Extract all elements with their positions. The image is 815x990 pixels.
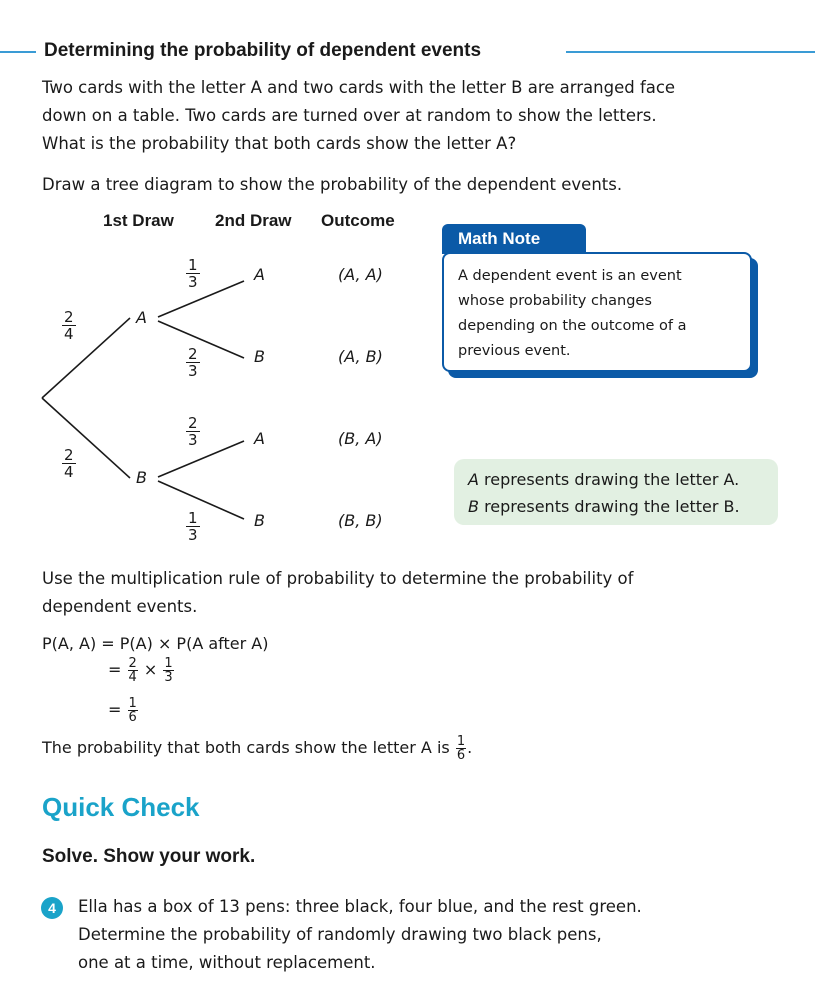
problem-line: Two cards with the letter A and two cards with the letter B are arranged face bbox=[42, 78, 676, 97]
explanation-line: dependent events. bbox=[42, 597, 198, 616]
prob-first-A: $\frac{2}{4}$ bbox=[64, 308, 74, 343]
branch-BB bbox=[158, 481, 244, 519]
problem-line: down on a table. Two cards are turned over at random to show the letters. bbox=[42, 106, 657, 125]
quick-check-instruction: Solve. Show your work. bbox=[42, 846, 256, 867]
col-second-draw: 2nd Draw bbox=[215, 211, 292, 230]
node-A: A bbox=[136, 308, 147, 327]
calc-line-1: P(A, A) = P(A) × P(A after A) bbox=[42, 634, 269, 653]
branch-AB bbox=[158, 321, 244, 358]
leaf-BA: A bbox=[254, 429, 265, 448]
node-B: B bbox=[136, 468, 147, 487]
outcome-AA: (A, A) bbox=[338, 265, 383, 284]
problem-line: What is the probability that both cards show the letter A? bbox=[42, 134, 517, 153]
outcome-BA: (B, A) bbox=[338, 429, 383, 448]
conclusion: The probability that both cards show the letter A is $\frac{1}{6}$ . bbox=[42, 734, 473, 763]
prob-AA: $\frac{1}{3}$ bbox=[188, 256, 198, 291]
math-note-box bbox=[442, 252, 752, 372]
prob-AB: $\frac{2}{3}$ bbox=[188, 345, 198, 380]
section-heading: Determining the probability of dependent events bbox=[44, 40, 482, 61]
branch-first-A bbox=[42, 318, 130, 398]
math-note-title: Math Note bbox=[442, 224, 586, 254]
math-note-line: A dependent event is an event bbox=[458, 268, 682, 284]
col-first-draw: 1st Draw bbox=[103, 211, 174, 230]
instruction-line: Draw a tree diagram to show the probability of the dependent events. bbox=[42, 175, 623, 194]
explanation-line: Use the multiplication rule of probability to determine the probability of bbox=[42, 569, 634, 588]
leaf-AA: A bbox=[254, 265, 265, 284]
branch-AA bbox=[158, 281, 244, 317]
branch-first-B bbox=[42, 398, 130, 481]
question-text bbox=[78, 893, 642, 977]
math-note-line: depending on the outcome of a bbox=[458, 318, 687, 334]
question-line: Ella has a box of 13 pens: three black, four blue, and the rest green. bbox=[78, 897, 642, 916]
calc-line-3: = $\frac{1}{6}$ bbox=[108, 696, 137, 725]
col-outcome: Outcome bbox=[321, 211, 395, 230]
question-line: Determine the probability of randomly drawing two black pens, bbox=[78, 925, 602, 944]
explanation-text bbox=[42, 565, 633, 621]
quick-check-title: Quick Check bbox=[42, 792, 200, 822]
legend-box bbox=[454, 459, 778, 525]
math-note-line: previous event. bbox=[458, 343, 571, 359]
prob-BA: $\frac{2}{3}$ bbox=[188, 414, 198, 449]
outcome-BB: (B, B) bbox=[338, 511, 383, 530]
leaf-AB: B bbox=[254, 347, 265, 366]
branch-BA bbox=[158, 441, 244, 477]
legend-line-2: B represents drawing the letter B. bbox=[468, 497, 740, 516]
question-line: one at a time, without replacement. bbox=[78, 953, 376, 972]
legend-line-1: A represents drawing the letter A. bbox=[468, 470, 740, 489]
prob-BB: $\frac{1}{3}$ bbox=[188, 509, 198, 544]
question-number-badge: 4 bbox=[41, 897, 63, 919]
prob-first-B: $\frac{2}{4}$ bbox=[64, 446, 74, 481]
leaf-BB: B bbox=[254, 511, 265, 530]
outcome-AB: (A, B) bbox=[338, 347, 383, 366]
calc-line-2: = $\frac{2}{4}$ × $\frac{1}{3}$ bbox=[108, 656, 173, 685]
math-note-line: whose probability changes bbox=[458, 293, 652, 309]
